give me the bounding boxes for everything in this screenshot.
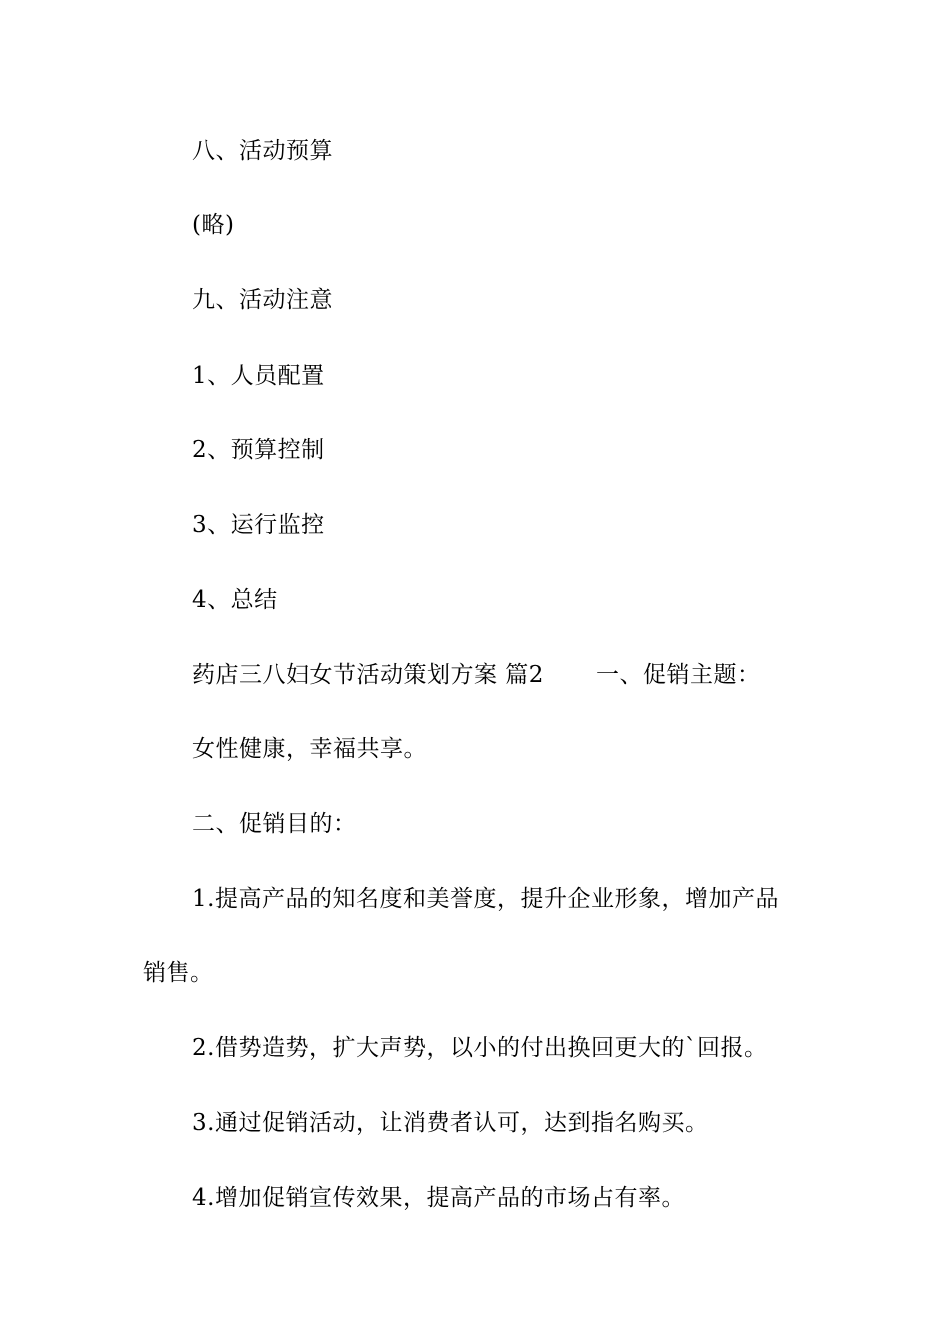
heading-row	[192, 660, 760, 690]
goal-item-2: 2.借势造势，扩大声势，以小的付出换回更大的`回报。	[192, 1035, 768, 1061]
goal-item-3: 3.通过促销活动，让消费者认可，达到指名购买。	[192, 1110, 709, 1136]
article-heading: 药店三八妇女节活动策划方案 篇2	[192, 662, 544, 688]
promotion-theme-text: 女性健康，幸福共享。	[192, 736, 427, 762]
budget-note: (略)	[192, 212, 235, 238]
goal-item-1-continuation: 销售。	[143, 960, 214, 986]
list-item-staffing: 1、人员配置	[192, 363, 325, 389]
section-heading-goals: 二、促销目的：	[192, 811, 357, 837]
goal-item-1: 1.提高产品的知名度和美誉度，提升企业形象，增加产品	[192, 886, 779, 912]
section-heading-budget: 八、活动预算	[192, 138, 333, 164]
list-item-budget-control: 2、预算控制	[192, 437, 325, 463]
list-item-monitoring: 3、运行监控	[192, 512, 325, 538]
list-item-summary: 4、总结	[192, 587, 278, 613]
goal-item-4: 4.增加促销宣传效果，提高产品的市场占有率。	[192, 1185, 685, 1211]
section-heading-notes: 九、活动注意	[192, 287, 333, 313]
promotion-theme-heading: 一、促销主题：	[595, 662, 761, 688]
